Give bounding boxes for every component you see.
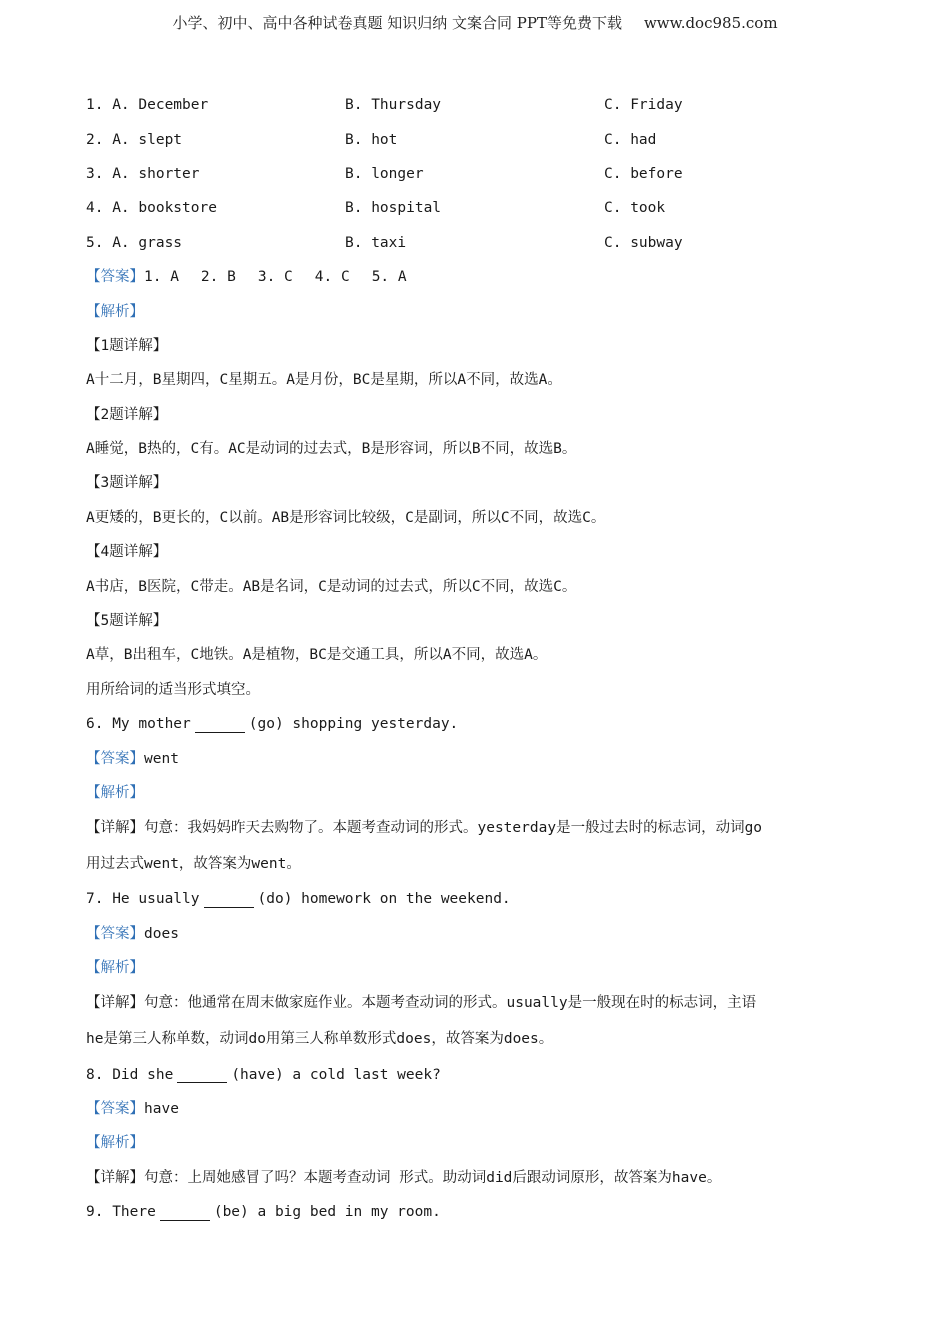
- answer-blank: [177, 1066, 227, 1083]
- detail-text-1: A十二月，B星期四，C星期五。A是月份，BC是星期，所以A不同，故选A。: [86, 372, 562, 389]
- detail-title-3: 【3题详解】: [86, 475, 168, 492]
- question-text: (have) a cold last week?: [231, 1066, 441, 1083]
- question-text: 8. Did she: [86, 1066, 174, 1083]
- answer-line-1-5: [86, 260, 866, 294]
- question-text: (do) homework on the weekend.: [257, 891, 511, 908]
- detail-label: 【详解】: [86, 995, 144, 1012]
- answer-8: [86, 1092, 866, 1126]
- option-a: 3. A. shorter: [86, 165, 200, 182]
- question-7: [86, 882, 866, 916]
- answer-label: 【答案】: [86, 925, 144, 942]
- option-a: 1. A. December: [86, 97, 209, 114]
- option-b: B. hot: [345, 131, 398, 148]
- option-row-4: [86, 191, 866, 225]
- question-text: 7. He usually: [86, 891, 200, 908]
- answer-blank: [160, 1204, 210, 1221]
- answer-item: 4. C: [314, 269, 350, 286]
- option-b: B. longer: [345, 165, 424, 182]
- answer-6: [86, 741, 866, 775]
- option-c: C. took: [604, 200, 666, 217]
- option-c: C. Friday: [604, 97, 683, 114]
- answer-label: 【答案】: [86, 750, 144, 767]
- detail-label: 【详解】: [86, 1169, 144, 1186]
- option-row-2: [86, 122, 866, 156]
- option-a: 4. A. bookstore: [86, 200, 217, 217]
- header-site: www.doc985.com: [643, 14, 778, 32]
- answer-blank: [195, 716, 245, 733]
- option-row-5: [86, 226, 866, 260]
- answer-label: 【答案】: [86, 1100, 144, 1117]
- question-9: [86, 1195, 866, 1229]
- detail-text: 句意：我妈妈昨天去购物了。本题考查动词的形式。yesterday是一般过去时的标志词，动词go: [144, 820, 763, 837]
- answer-value: have: [144, 1100, 179, 1117]
- analysis-heading: [86, 294, 866, 328]
- analysis-8: [86, 1126, 866, 1160]
- detail-6-line-1: [86, 810, 866, 846]
- detail-label: 【详解】: [86, 820, 144, 837]
- detail-8-line-1: [86, 1161, 866, 1195]
- detail-text-3: A更矮的，B更长的，C以前。AB是形容词比较级，C是副词，所以C不同，故选C。: [86, 509, 606, 526]
- analysis-label: 【解析】: [86, 960, 144, 977]
- analysis-label: 【解析】: [86, 785, 144, 801]
- detail-title-2: 【2题详解】: [86, 406, 168, 423]
- answer-item: 1. A: [144, 269, 179, 286]
- option-row-3: [86, 157, 866, 191]
- detail-text: 句意：他通常在周末做家庭作业。本题考查动词的形式。usually是一般现在时的标志词，主语: [144, 995, 757, 1012]
- question-6: [86, 707, 866, 741]
- answer-item: 2. B: [200, 269, 236, 286]
- answer-item: 5. A: [371, 269, 407, 286]
- detail-title-1: 【1题详解】: [86, 337, 168, 354]
- question-text: (go) shopping yesterday.: [248, 716, 459, 733]
- analysis-label: 【解析】: [86, 303, 144, 320]
- detail-7-line-2: he是第三人称单数，动词do用第三人称单数形式does，故答案为does。: [86, 1031, 554, 1048]
- option-a: 5. A. grass: [86, 234, 183, 251]
- detail-7-line-1: [86, 985, 866, 1021]
- answer-value: went: [144, 750, 179, 767]
- question-text: (be) a big bed in my room.: [213, 1204, 441, 1221]
- detail-text-5: A草，B出租车，C地铁。A是植物，BC是交通工具，所以A不同，故选A。: [86, 647, 548, 664]
- answer-7: [86, 917, 866, 951]
- detail-text-4: A书店，B医院，C带走。AB是名词，C是动词的过去式，所以C不同，故选C。: [86, 578, 577, 595]
- section-instruction: 用所给词的适当形式填空。: [86, 681, 260, 698]
- answer-label: 【答案】: [86, 269, 144, 286]
- page-header: [0, 12, 950, 33]
- detail-text: 句意：上周她感冒了吗？本题考查动词 形式。助动词did后跟动词原形，故答案为have。: [144, 1169, 722, 1186]
- analysis-6: [86, 776, 866, 810]
- option-row-1: [86, 88, 866, 122]
- analysis-7: [86, 951, 866, 985]
- question-text: 6. My mother: [86, 716, 191, 733]
- header-title: 小学、初中、高中各种试卷真题 知识归纳 文案合同 PPT等免费下载: [172, 14, 622, 32]
- answer-item: 3. C: [257, 269, 293, 286]
- question-8: [86, 1057, 866, 1091]
- option-a: 2. A. slept: [86, 131, 183, 148]
- document-body: [86, 88, 866, 1229]
- detail-title-5: 【5题详解】: [86, 613, 168, 630]
- option-c: C. had: [604, 131, 657, 148]
- option-c: C. before: [604, 165, 683, 182]
- answer-value: does: [144, 925, 179, 942]
- question-text: 9. There: [86, 1204, 156, 1221]
- option-b: B. Thursday: [345, 97, 442, 114]
- option-c: C. subway: [604, 234, 683, 251]
- detail-title-4: 【4题详解】: [86, 544, 168, 561]
- detail-text-2: A睡觉，B热的，C有。AC是动词的过去式，B是形容词，所以B不同，故选B。: [86, 441, 577, 458]
- analysis-label: 【解析】: [86, 1135, 144, 1152]
- option-b: B. hospital: [345, 200, 442, 217]
- detail-6-line-2: 用过去式went，故答案为went。: [86, 856, 301, 873]
- answer-blank: [204, 891, 254, 908]
- option-b: B. taxi: [345, 234, 407, 251]
